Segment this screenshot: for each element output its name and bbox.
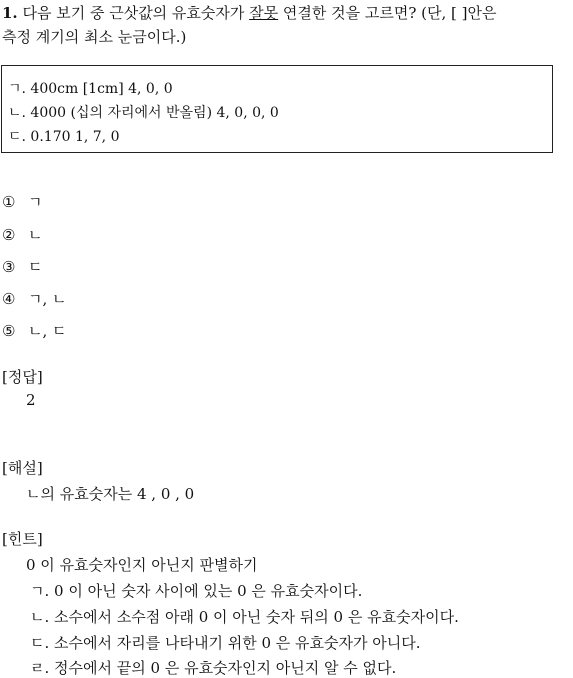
question-text-underlined: 잘못 [249, 4, 279, 22]
question-text-a: 다음 보기 중 근삿값의 유효숫자가 [22, 4, 250, 22]
hint-item-1: ㄱ. 0 이 아닌 숫자 사이에 있는 0 은 유효숫자이다. [30, 582, 363, 600]
option-marker: ③ [2, 258, 16, 276]
choice-item-1: ㄱ. 400cm [1cm] 4, 0, 0 [8, 81, 173, 97]
option-text: ㄴ [28, 226, 43, 244]
question-number: 1. [2, 4, 18, 22]
hint-item-3: ㄷ. 소수에서 자리를 나타내기 위한 0 은 유효숫자가 아니다. [30, 634, 421, 652]
option-4[interactable] [2, 288, 67, 309]
choices-box [1, 65, 553, 153]
option-marker: ④ [2, 290, 16, 308]
option-3[interactable] [2, 256, 43, 277]
option-text: ㄴ, ㄷ [28, 322, 67, 340]
option-text: ㄱ, ㄴ [28, 290, 67, 308]
option-1[interactable] [2, 191, 43, 212]
hint-item-2: ㄴ. 소수에서 소수점 아래 0 이 아닌 숫자 뒤의 0 은 유효숫자이다. [30, 608, 459, 626]
hint-label: [힌트] [2, 530, 43, 548]
hint-item-4: ㄹ. 정수에서 끝의 0 은 유효숫자인지 아닌지 알 수 없다. [30, 659, 397, 677]
question-text-b: 연결한 것을 고르면? (단, [ ]안은 [278, 4, 497, 22]
answer-label: [정답] [2, 368, 43, 386]
question-line-1 [2, 2, 497, 23]
option-marker: ⑤ [2, 322, 16, 340]
choice-item-2: ㄴ. 4000 (십의 자리에서 반올림) 4, 0, 0, 0 [8, 105, 279, 121]
option-text: ㄷ [28, 258, 43, 276]
option-text: ㄱ [28, 193, 43, 211]
option-5[interactable] [2, 320, 67, 341]
answer-value: 2 [26, 391, 36, 409]
option-marker: ① [2, 193, 16, 211]
question-line-2: 측정 계기의 최소 눈금이다.) [2, 28, 187, 46]
explanation-label: [해설] [2, 459, 43, 477]
explanation-text: ㄴ의 유효숫자는 4 , 0 , 0 [26, 485, 195, 503]
choice-item-3: ㄷ. 0.170 1, 7, 0 [8, 129, 120, 145]
hint-intro: 0 이 유효숫자인지 아닌지 판별하기 [26, 556, 258, 574]
option-2[interactable] [2, 224, 43, 245]
option-marker: ② [2, 226, 16, 244]
